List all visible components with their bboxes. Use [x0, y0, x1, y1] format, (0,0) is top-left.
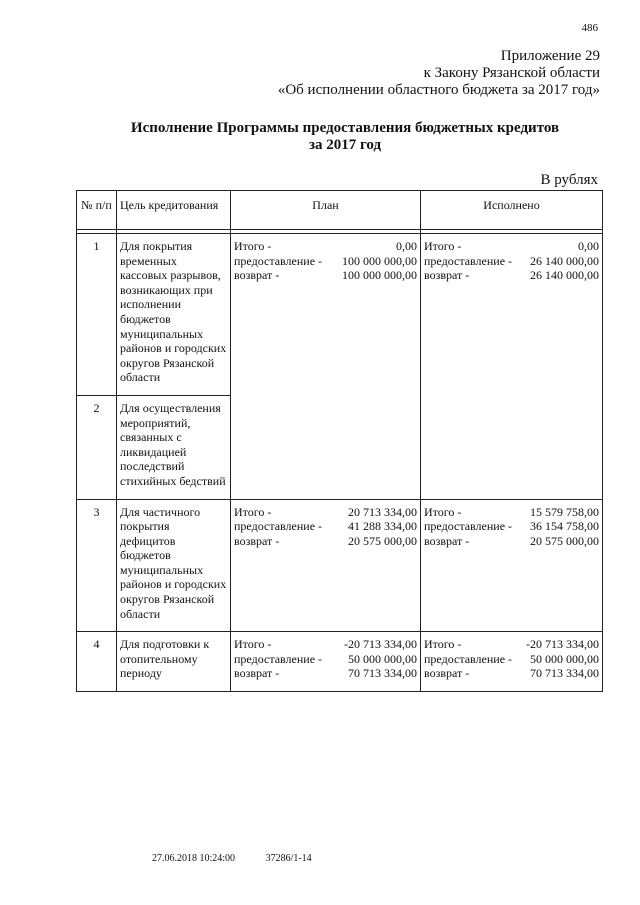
row-purpose: Для осуществления мероприятий, связанных с ликвидацией последствий стихийных бедствий — [117, 395, 231, 499]
appendix-block — [278, 48, 600, 99]
header-plan: План — [231, 191, 421, 230]
done-label: возврат - — [424, 533, 470, 548]
footer-doc-id: 37286/1-14 — [265, 853, 312, 864]
table-header-row — [77, 191, 603, 230]
plan-label: предоставление - — [234, 253, 323, 268]
document-title — [0, 120, 640, 154]
header-done: Исполнено — [421, 191, 603, 230]
plan-label: Итого - — [234, 637, 272, 652]
done-value: 15 579 758,00 — [530, 504, 599, 519]
footer-stamp — [152, 853, 340, 864]
header-purpose: Цель кредитования — [117, 191, 231, 230]
appendix-line-2: к Закону Рязанской области — [423, 65, 600, 81]
credits-table — [76, 190, 603, 692]
footer-datetime: 27.06.2018 10:24:00 — [152, 853, 236, 864]
row-plan — [231, 632, 421, 692]
row-num: 1 — [77, 234, 117, 396]
plan-label: Итого - — [234, 239, 272, 253]
done-value: 20 575 000,00 — [530, 533, 599, 548]
appendix-line-1: Приложение 29 — [500, 48, 600, 64]
table-row — [77, 632, 603, 692]
done-label: предоставление - — [424, 519, 513, 534]
plan-value: 41 288 334,00 — [348, 519, 417, 534]
done-label: Итого - — [424, 637, 462, 652]
page-number: 486 — [581, 22, 598, 34]
title-line-1: Исполнение Программы предоставления бюджетных кредитов — [130, 120, 560, 136]
done-value: 70 713 334,00 — [530, 666, 599, 681]
done-label: возврат - — [424, 268, 470, 283]
row-purpose: Для подготовки к отопительному периоду — [117, 632, 231, 692]
plan-label: предоставление - — [234, 519, 323, 534]
done-value: -20 713 334,00 — [526, 637, 599, 652]
units-label: В рублях — [540, 172, 598, 188]
plan-label: возврат - — [234, 533, 280, 548]
done-label: предоставление - — [424, 651, 513, 666]
appendix-line-3: «Об исполнении областного бюджета за 2017 год» — [277, 82, 600, 98]
row-done — [421, 234, 603, 500]
plan-value: -20 713 334,00 — [344, 637, 417, 652]
table-row — [77, 234, 603, 396]
plan-label: предоставление - — [234, 651, 323, 666]
done-value: 36 154 758,00 — [530, 519, 599, 534]
row-num: 4 — [77, 632, 117, 692]
row-num: 2 — [77, 395, 117, 499]
plan-value: 50 000 000,00 — [348, 651, 417, 666]
table-row — [77, 499, 603, 632]
plan-label: возврат - — [234, 268, 280, 283]
plan-value: 20 575 000,00 — [348, 533, 417, 548]
row-plan — [231, 234, 421, 500]
row-num: 3 — [77, 499, 117, 632]
done-label: предоставление - — [424, 253, 513, 268]
row-plan — [231, 499, 421, 632]
plan-label: возврат - — [234, 666, 280, 681]
header-num: № п/п — [77, 191, 117, 230]
done-label: Итого - — [424, 239, 462, 253]
plan-value: 100 000 000,00 — [342, 268, 417, 283]
done-value: 0,00 — [578, 239, 599, 253]
done-label: возврат - — [424, 666, 470, 681]
done-value: 26 140 000,00 — [530, 253, 599, 268]
plan-label: Итого - — [234, 504, 272, 519]
plan-value: 100 000 000,00 — [342, 253, 417, 268]
done-value: 26 140 000,00 — [530, 268, 599, 283]
row-done — [421, 632, 603, 692]
plan-value: 70 713 334,00 — [348, 666, 417, 681]
row-purpose: Для частичного покрытия дефицитов бюджетов муниципальных районов и городских округов Рязанской области — [117, 499, 231, 632]
row-purpose: Для покрытия временных кассовых разрывов, возникающих при исполнении бюджетов муниципальных районов и городских округов Рязанской области — [117, 234, 231, 396]
title-line-2: за 2017 год — [308, 137, 382, 153]
done-value: 50 000 000,00 — [530, 651, 599, 666]
plan-value: 20 713 334,00 — [348, 504, 417, 519]
row-done — [421, 499, 603, 632]
done-label: Итого - — [424, 504, 462, 519]
plan-value: 0,00 — [396, 239, 417, 253]
